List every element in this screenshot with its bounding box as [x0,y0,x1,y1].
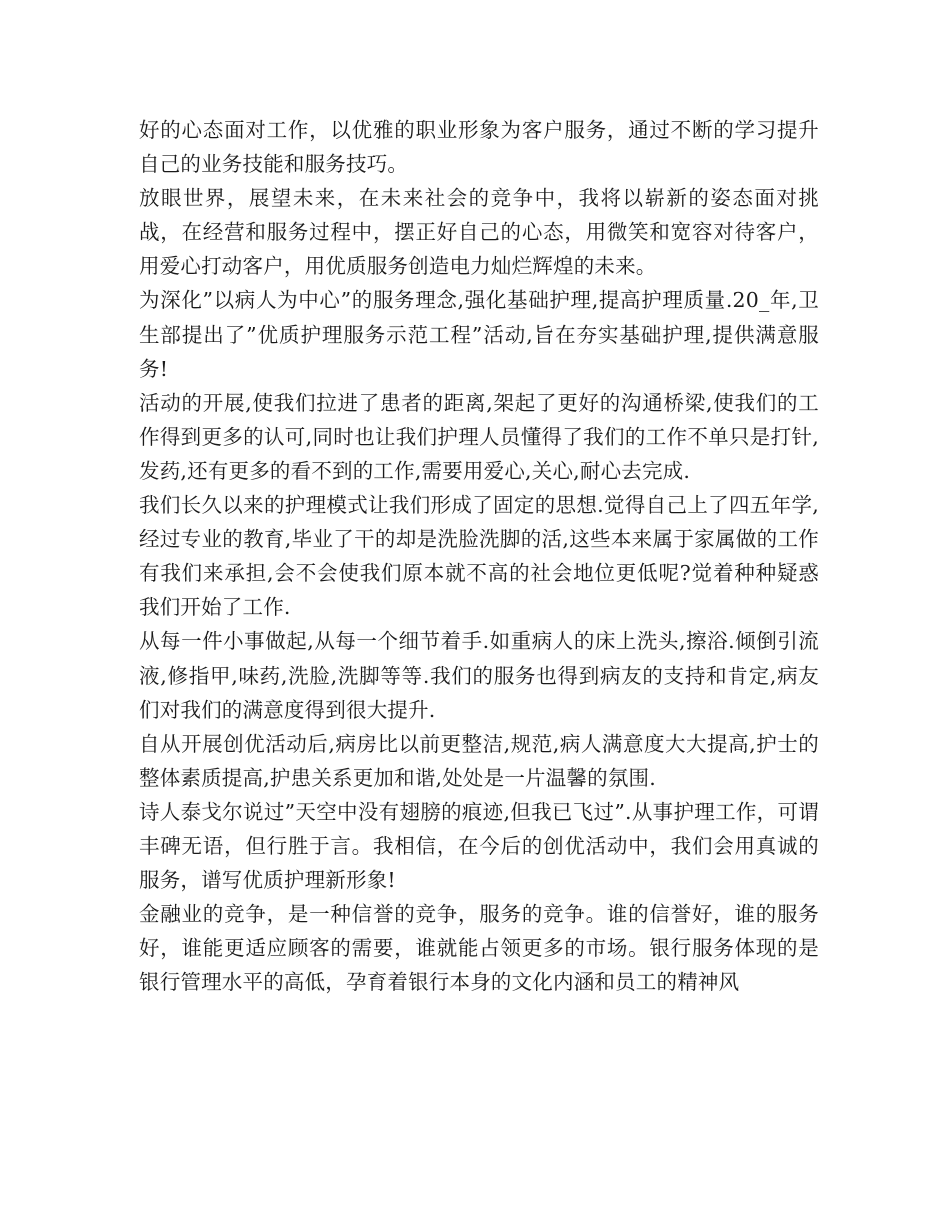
paragraph-9: 金融业的竞争，是一种信誉的竞争，服务的竞争。谁的信誉好，谁的服务好，谁能更适应顾客的需要，谁就能占领更多的市场。银行服务体现的是银行管理水平的高低，孕育着银行本身的文化内涵和员工的精神风 [139,902,819,995]
document-body [139,113,819,999]
paragraph-5: 我们长久以来的护理模式让我们形成了固定的思想.觉得自己上了四五年学,经过专业的教育,毕业了干的却是洗脸洗脚的活,这些本来属于家属做的工作有我们来承担,会不会使我们原本就不高的社会地位更低呢?觉着种种疑惑我们开始了工作. [139,493,819,620]
paragraph-1: 好的心态面对工作，以优雅的职业形象为客户服务，通过不断的学习提升自己的业务技能和服务技巧。 [139,118,819,177]
paragraph-2: 放眼世界，展望未来，在未来社会的竞争中，我将以崭新的姿态面对挑战，在经营和服务过程中，摆正好自己的心态，用微笑和宽容对待客户，用爱心打动客户，用优质服务创造电力灿烂辉煌的未来。 [139,186,819,279]
paragraph-4: 活动的开展,使我们拉进了患者的距离,架起了更好的沟通桥梁,使我们的工作得到更多的认可,同时也让我们护理人员懂得了我们的工作不单只是打针,发药,还有更多的看不到的工作,需要用爱心,关心,耐心去完成. [139,390,819,483]
paragraph-8: 诗人泰戈尔说过”天空中没有翅膀的痕迹,但我已飞过”.从事护理工作，可谓丰碑无语，但行胜于言。我相信，在今后的创优活动中，我们会用真诚的服务，谱写优质护理新形象! [139,799,819,893]
paragraph-3: 为深化”以病人为中心”的服务理念,强化基础护理,提高护理质量.20_年,卫生部提出了”优质护理服务示范工程”活动,旨在夯实基础护理,提供满意服务! [139,288,819,381]
paragraph-6: 从每一件小事做起,从每一个细节着手.如重病人的床上洗头,擦浴.倾倒引流液,修指甲,味药,洗脸,洗脚等等.我们的服务也得到病友的支持和肯定,病友们对我们的满意度得到很大提升. [139,629,819,722]
paragraph-7: 自从开展创优活动后,病房比以前更整洁,规范,病人满意度大大提高,护士的整体素质提高,护患关系更加和谐,处处是一片温馨的氛围. [139,731,819,790]
